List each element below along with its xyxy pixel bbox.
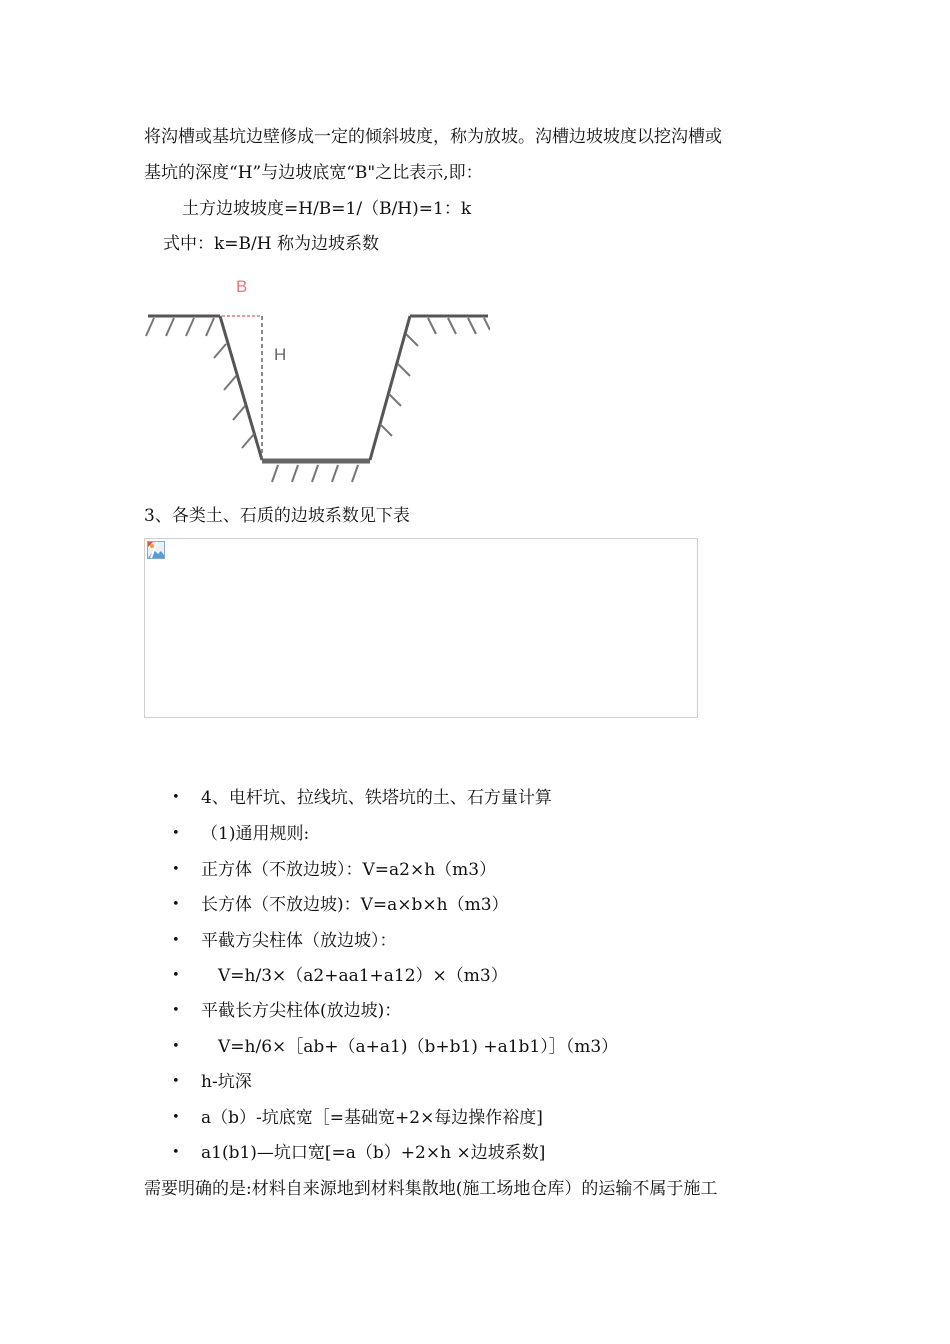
broken-image-icon xyxy=(147,541,165,559)
list-item-text: 平截长方尖柱体(放边坡)： xyxy=(201,1001,402,1021)
list-item-text: 平截方尖柱体（放边坡）： xyxy=(201,931,397,951)
bottom-hatch xyxy=(272,465,358,482)
list-item-text: a（b）-坑底宽［=基础宽+2×每边操作裕度] xyxy=(201,1108,543,1128)
list-item-text: 4、电杆坑、拉线坑、铁塔坑的土、石方量计算 xyxy=(201,788,552,808)
footer-paragraph-line: 需要明确的是:材料自来源地到材料集散地(施工场地仓库）的运输不属于施工 xyxy=(144,1179,718,1199)
bullet-marker: • xyxy=(172,862,180,877)
list-item-text: h-坑深 xyxy=(201,1072,252,1092)
list-item-text: 长方体（不放边坡)：V=a×b×h（m3） xyxy=(201,895,509,915)
bullet-marker: • xyxy=(172,1145,180,1160)
right-slope-line xyxy=(370,316,410,460)
list-item-text: a1(b1)—坑口宽[=a（b）+2×h ×边坡系数] xyxy=(201,1143,546,1163)
bullet-marker: • xyxy=(172,933,180,948)
section-3-heading: 3、各类土、石质的边坡系数见下表 xyxy=(144,506,410,526)
label-h: H xyxy=(274,345,287,364)
right-ground-hatch xyxy=(428,318,490,334)
broken-image-placeholder xyxy=(144,538,698,718)
trench-slope-diagram xyxy=(144,272,490,486)
bullet-marker: • xyxy=(172,1110,180,1125)
bullet-marker: • xyxy=(172,968,180,983)
list-item-text: 正方体（不放边坡）：V=a2×h（m3） xyxy=(201,860,497,880)
slope-coefficient-definition: 式中：k=B/H 称为边坡系数 xyxy=(163,234,379,254)
slope-formula: 土方边坡坡度=H/B=1/（B/H)=1：k xyxy=(182,199,472,219)
label-b: B xyxy=(236,277,248,296)
bullet-marker: • xyxy=(172,790,180,805)
intro-line-1: 将沟槽或基坑边壁修成一定的倾斜坡度，称为放坡。沟槽边坡坡度以挖沟槽或 xyxy=(144,127,722,147)
list-item-text: V=h/3×（a2+aa1+a12）×（m3） xyxy=(201,966,508,986)
list-item-text: （1)通用规则: xyxy=(201,824,310,844)
bullet-marker: • xyxy=(172,1039,180,1054)
bullet-marker: • xyxy=(172,1074,180,1089)
bullet-marker: • xyxy=(172,897,180,912)
left-ground-hatch xyxy=(146,318,214,336)
list-item-text: V=h/6×［ab+（a+a1)（b+b1) +a1b1）］（m3） xyxy=(201,1037,619,1057)
right-slope-hatch xyxy=(380,334,418,436)
intro-line-2: 基坑的深度“H”与边坡底宽“B"之比表示,即： xyxy=(144,163,483,183)
bullet-marker: • xyxy=(172,1003,180,1018)
bullet-marker: • xyxy=(172,826,180,841)
